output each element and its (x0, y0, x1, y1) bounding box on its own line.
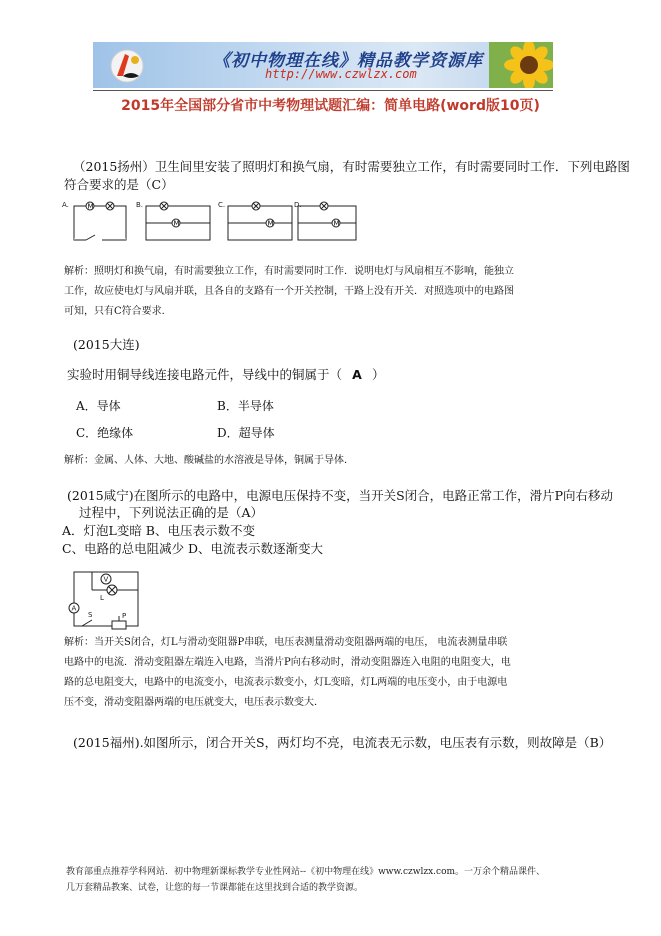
q3-options-line2: C、电路的总电阻减少 D、电流表示数逐渐变大 (62, 541, 324, 556)
site-logo-icon (107, 46, 147, 86)
q3-lamp-label: L (100, 594, 104, 602)
header-rule (93, 90, 553, 91)
sunflower-icon (489, 42, 553, 88)
q1-motor-label: M (173, 219, 180, 228)
q1-analysis-line: 解析：照明灯和换气扇，有时需要独立工作，有时需要同时工作．说明电灯与风扇相互不影响，能独立 (64, 266, 514, 277)
q2-analysis: 解析：金属、人体、大地、酸碱盐的水溶液是导体，铜属于导体． (64, 455, 354, 466)
q1-stem-line1: （2015扬州）卫生间里安装了照明灯和换气扇，有时需要独立工作，有时需要同时工作．下列电路图 (73, 159, 630, 174)
q3-circuit-diagram (62, 566, 146, 636)
q3-analysis-line: 压不变，滑动变阻器两端的电压就变大，电压表示数变大． (64, 697, 324, 708)
q2-stem (67, 366, 385, 383)
banner-title: 《初中物理在线》精品教学资源库 (213, 51, 483, 71)
q3-options-line1: A．灯泡L变暗 B、电压表示数不变 (62, 523, 255, 538)
q1-motor-label: M (333, 219, 340, 228)
document-title: 2015年全国部分省市中考物理试题汇编：简单电路(word版10页) (121, 98, 540, 114)
q1-diagram-label-b: B. (136, 201, 144, 209)
q1-diagram-label-a: A. (62, 201, 69, 209)
q1-motor-label: M (87, 202, 94, 211)
q3-analysis-line: 解析：当开关S闭合，灯L与滑动变阻器P串联，电压表测量滑动变阻器两端的电压， 电流表测量串联 (64, 637, 508, 648)
q2-option-d: D．超导体 (217, 426, 275, 440)
page-footer (66, 864, 545, 896)
q3-analysis-line: 路的总电阻变大，电路中的电流变小，电流表示数变小，灯L变暗，灯L两端的电压变小，由于电源电 (64, 677, 508, 688)
q1-motor-label: M (267, 219, 274, 228)
q2-option-b: B．半导体 (217, 399, 274, 413)
q1-analysis-line: 工作，故应使电灯与风扇并联，且各自的支路有一个开关控制，干路上没有开关．对照选项中的电路图 (64, 286, 514, 297)
q1-analysis-line: 可知，只有C符合要求． (64, 306, 172, 317)
q1-circuit-diagrams (60, 198, 360, 248)
q4-stem-line1: (2015福州).如图所示，闭合开关S，两灯均不亮，电流表无示数，电压表有示数，则故障是（B） (73, 735, 612, 750)
q3-analysis-line: 电路中的电流．滑动变阻器左端连入电路，当滑片P向右移动时，滑动变阻器连入电阻的电阻变大，电 (64, 657, 511, 668)
q2-answer: A (352, 367, 362, 382)
q3-analysis (64, 633, 511, 713)
q3-stem-line1: (2015咸宁)在图所示的电路中，电源电压保持不变，当开关S闭合，电路正常工作，滑片P向右移动 (67, 488, 614, 503)
footer-line: 几万套精品教案、试卷，让您的每一节课都能在这里找到合适的教学资源。 (66, 883, 364, 893)
q2-stem-end: ） (371, 367, 385, 382)
q3-voltmeter-label: V (103, 575, 109, 584)
header-banner (93, 42, 553, 88)
q1-diagram-label-d: D. (294, 201, 302, 209)
q2-stem-text: 实验时用铜导线连接电路元件，导线中的铜属于（ (67, 367, 343, 382)
q1-stem-line2: 符合要求的是（C） (64, 177, 174, 192)
q1-analysis (64, 262, 514, 322)
q2-option-c: C．绝缘体 (76, 426, 134, 440)
q3-switch-label: S (88, 611, 93, 619)
q3-stem-line2: 过程中，下列说法正确的是（A） (79, 505, 264, 520)
footer-line: 教育部重点推荐学科网站．初中物理新课标教学专业性网站--《初中物理在线》www.czwlzx.com。一万余个精品课件、 (66, 867, 546, 877)
q2-source: (2015大连) (73, 337, 140, 352)
q3-ammeter-label: A (71, 604, 77, 613)
q2-option-a: A．导体 (76, 399, 121, 413)
banner-url[interactable]: http://www.czwlzx.com (265, 67, 417, 81)
q1-diagram-label-c: C. (218, 201, 226, 209)
q3-slider-label: P (122, 612, 127, 620)
